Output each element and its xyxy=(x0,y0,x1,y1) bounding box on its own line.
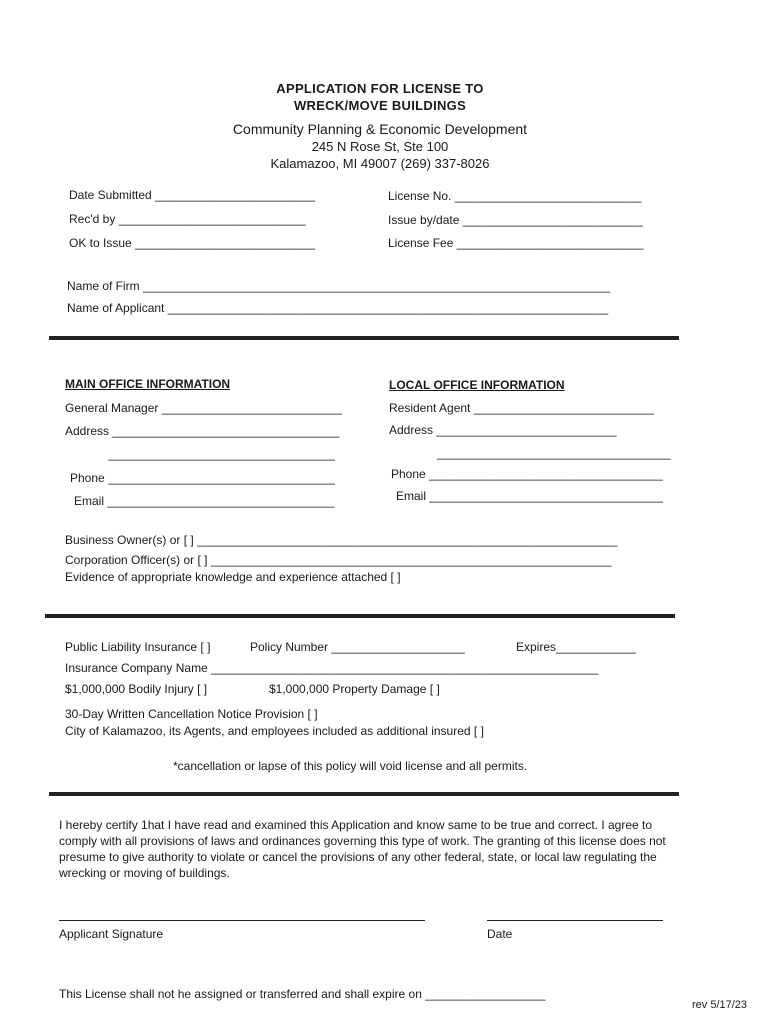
license-no-field[interactable]: License No. ____________________________ xyxy=(388,189,642,203)
date-signature-line[interactable] xyxy=(487,920,663,921)
cancellation-note: *cancellation or lapse of this policy will void license and all permits. xyxy=(173,759,528,773)
bodily-injury-checkbox[interactable]: $1,000,000 Bodily Injury [ ] xyxy=(65,682,208,696)
local-address-field[interactable]: Address ___________________________ xyxy=(389,423,617,437)
ok-to-issue-field[interactable]: OK to Issue ___________________________ xyxy=(69,236,316,250)
local-phone-field[interactable]: Phone ___________________________________ xyxy=(391,467,663,481)
date-label: Date xyxy=(487,927,513,941)
local-email-field[interactable]: Email ___________________________________ xyxy=(396,489,663,503)
main-office-heading: MAIN OFFICE INFORMATION xyxy=(65,377,231,391)
department-address: 245 N Rose St, Ste 100 xyxy=(311,139,449,154)
business-owner-field[interactable]: Business Owner(s) or [ ] _______________________________________________________________ xyxy=(65,533,618,547)
main-email-field[interactable]: Email __________________________________ xyxy=(74,494,335,508)
policy-number-field[interactable]: Policy Number ____________________ xyxy=(250,640,465,654)
insurance-company-field[interactable]: Insurance Company Name __________________________________________________________ xyxy=(65,661,599,675)
certification-statement: I hereby certify 1hat I have read and examined this Application and know same to be true and correct. I agree to comply with all provisions of laws and ordinances governing this type of work. The granting of this license does not presume to give authority to violate or cancel the provisions of any other federal, state, or local law regulating the wrecking or moving of buildings. xyxy=(59,818,666,880)
issue-by-date-field[interactable]: Issue by/date ___________________________ xyxy=(388,213,643,227)
evidence-checkbox-label[interactable]: Evidence of appropriate knowledge and experience attached [ ] xyxy=(65,570,401,584)
revision-date: rev 5/17/23 xyxy=(692,999,748,1011)
additional-insured-checkbox[interactable]: City of Kalamazoo, its Agents, and employees included as additional insured [ ] xyxy=(65,724,484,738)
section-divider xyxy=(45,614,675,618)
main-phone-field[interactable]: Phone __________________________________ xyxy=(70,471,335,485)
name-of-applicant-field[interactable]: Name of Applicant __________________________________________________________________ xyxy=(67,301,609,315)
main-address-field[interactable]: Address __________________________________ xyxy=(65,424,340,438)
general-manager-field[interactable]: General Manager ___________________________ xyxy=(65,401,342,415)
corporation-officer-field[interactable]: Corporation Officer(s) or [ ] ____________________________________________________________ xyxy=(65,553,612,567)
cancellation-provision-checkbox[interactable]: 30-Day Written Cancellation Notice Provision [ ] xyxy=(65,707,318,721)
applicant-signature-line[interactable] xyxy=(59,920,425,921)
section-divider xyxy=(49,792,679,796)
section-divider xyxy=(49,336,679,340)
name-of-firm-field[interactable]: Name of Firm ______________________________________________________________________ xyxy=(67,279,611,293)
local-address-line2-field[interactable]: ___________________________________ xyxy=(437,446,671,460)
form-title-line1: APPLICATION FOR LICENSE TO xyxy=(276,81,484,96)
recd-by-field[interactable]: Rec'd by ____________________________ xyxy=(69,212,306,226)
applicant-signature-label: Applicant Signature xyxy=(59,927,164,941)
license-expiration-field[interactable]: This License shall not he assigned or transferred and shall expire on __________________ xyxy=(59,987,546,1001)
department-city-phone: Kalamazoo, MI 49007 (269) 337-8026 xyxy=(270,156,490,171)
date-submitted-field[interactable]: Date Submitted ________________________ xyxy=(69,188,316,202)
department-name: Community Planning & Economic Development xyxy=(232,121,528,137)
local-office-heading: LOCAL OFFICE INFORMATION xyxy=(389,378,565,392)
public-liability-checkbox[interactable]: Public Liability Insurance [ ] xyxy=(65,640,211,654)
license-fee-field[interactable]: License Fee ____________________________ xyxy=(388,236,644,250)
expires-field[interactable]: Expires____________ xyxy=(516,640,637,654)
form-title-line2: WRECK/MOVE BUILDINGS xyxy=(293,98,467,113)
resident-agent-field[interactable]: Resident Agent ___________________________ xyxy=(389,401,654,415)
property-damage-checkbox[interactable]: $1,000,000 Property Damage [ ] xyxy=(269,682,440,696)
main-address-line2-field[interactable]: __________________________________ xyxy=(108,447,335,461)
